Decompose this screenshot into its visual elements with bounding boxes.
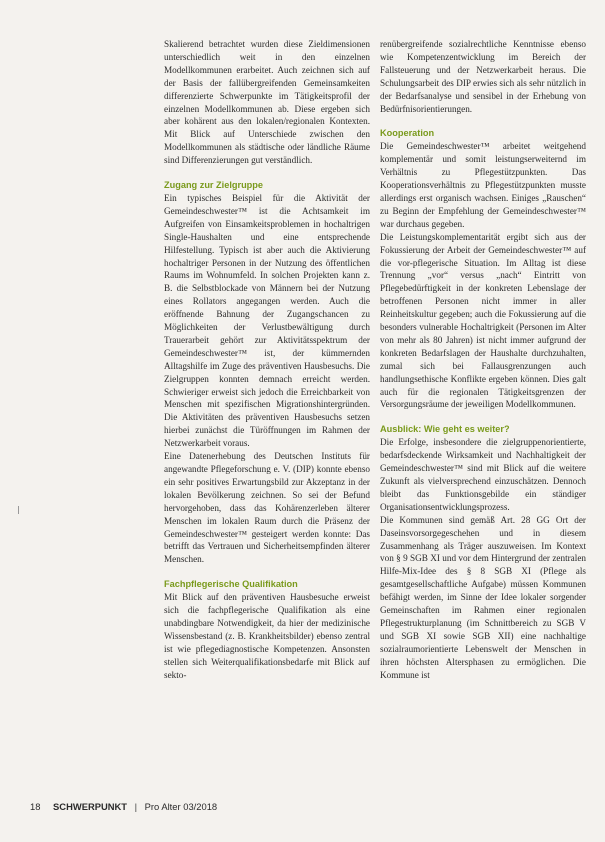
zugang-paragraph-2: Eine Datenerhebung des Deutschen Instituts für angewandte Pflegeforschung e. V. (DIP) konnte ebenso ein sehr positives Erwartungsbild zur Akzeptanz in der lokalen Bevölkerung zeichnen. So sei der Befund hervorgehoben, dass das Kohärenzerleben älterer Menschen im lokalen Raum durch die Präsenz der Gemeindeschwester™ gesteigert werden konnte: Das betrifft das Vertrauen und Sicherheitsempfinden älterer Menschen. <box>164 451 370 565</box>
heading-fachpflege: Fachpflegerische Qualifikation <box>164 579 298 590</box>
publication-name: Pro Alter 03/2018 <box>144 801 218 812</box>
fachpflege-paragraph: Mit Blick auf den präventiven Hausbesuche erweist sich die fachpflegerische Qualifikation als eine unabdingbare Notwendigkeit, da hier der medizinische Wissensbestand (z. B. Krankheitsbilder) ebenso zentral ist wie pflegediagnostische Kompetenzen. Ansonsten stellen sich Weiterqualifikationsbedarfe mit Blick auf sekto- <box>164 592 370 680</box>
section-title: SCHWERPUNKT <box>53 801 128 812</box>
heading-zugang: Zugang zur Zielgruppe <box>164 180 264 191</box>
zugang-paragraph-1: Ein typisches Beispiel für die Aktivität der Gemeindeschwester™ ist die Achtsamkeit im Aufgreifen von Einsamkeitsproblemen in hochaltrigen Single-Haushalten und eine entsprechende Hilfestellung. Typisch ist aber auch die Aktivierung hochaltriger Personen in der Nutzung des öffentlichen Raums im Wohnumfeld. In solchen Projekten kann z. B. die Selbstblockade von Männern bei der Nutzung eines Rollators angegangen werden. Auch die eröffnende Bahnung der Zugangschancen zu Möglichkeiten der Verlustbewältigung durch Trauerarbeit gehört zur Aktivitätsspektrum der Gemeindeschwester™ ist, der kümmernden Alltagshilfe im Zuge des präventiven Hausbesuchs. Die Zielgruppen konnten demnach erreicht werden. Schwieriger erweist sich jedoch die Erreichbarkeit von Menschen mit spezifischen Migrationshintergründen. Die Aktivitäten des präventiven Hausbesuchs setzen hierbei zunächst die Türöffnungen im Rahmen der Netzwerkarbeit voraus. <box>164 192 370 449</box>
scan-edge-mark <box>18 506 19 514</box>
page-footer <box>30 801 217 812</box>
heading-ausblick: Ausblick: Wie geht es weiter? <box>380 424 510 435</box>
kooperation-paragraph-2: Die Leistungskomplementarität ergibt sich aus der Fokussierung der Arbeit der Gemeindeschwester™ auf die vor-pflegerische Situation. Im Alltag ist diese Trennung „vor“ versus „nach“ Eintritt von Pflegebedürftigkeit in der konkreten Lebenslage der betroffenen Personen nicht immer in aller Reinheitskultur gegeben; auch die Fokussierung auf die besonders vulnerable Hochaltrigkeit (Personen im Alter von mehr als 80 Jahren) ist nicht immer aufgrund der konkreten Bedarfslagen der Haushalte durchzuhalten, zumal sich bei Fallausgrenzungen auch handlungsethische Konflikte ergeben können. Dies galt auch für die regionalen Tätigkeitsgrenzen der Versorgungsräume der jeweiligen Modellkommunen. <box>380 231 586 410</box>
footer-separator: | <box>134 801 138 812</box>
left-column <box>164 38 370 682</box>
ausblick-paragraph-2: Die Kommunen sind gemäß Art. 28 GG Ort der Daseinsvorsorgegeschehen und in diesem Zusammenhang als Träger auszuweisen. Im Kontext von § 9 SGB XI und vor dem Hintergrund der zentralen Hilfe-Mix-Idee des § 8 SGB XI (Pflege als gesamtgesellschaftliche Aufgabe) müssen Kommunen befähigt werden, im Sinne der Idee lokaler sorgender Gemeinschaften im Rahmen einer regionalen Pflegestrukturplanung (im Schnittbereich zu SGB V und SGB XI sowie SGB XII) eine nachhaltige sozialraumorientierte Lebenswelt der Menschen in ihren höchsten Altersphasen zu ermöglichen. Die Kommune ist <box>380 514 586 680</box>
page-number: 18 <box>30 801 41 812</box>
kooperation-paragraph-1: Die Gemeindeschwester™ arbeitet weitgehend komplementär und somit leistungserweiternd im Verhältnis zu Pflegestützpunkten. Das Kooperationsverhältnis zu Pflegestützpunkten musste allerdings erst organisch wachsen. Einiges „Rauschen“ zu Beginn der Empfehlung der Gemeindeschwester™ war durchaus gegeben. <box>380 141 586 229</box>
intro-paragraph: Skalierend betrachtet wurden diese Zieldimensionen unterschiedlich weit in den einzelnen Modellkommunen erarbeitet. Auch zeichnen sich auf der Basis der fallübergreifenden Gemeinsamkeiten differenzierte Schwerpunkte im Tätigkeitsprofil der einzelnen Modellkommunen ab. Diese ergeben sich aber kohärent aus den lokalen/regionalen Kontexten. Mit Blick auf Unterschiede zwischen den Modellkommunen als städtische oder ländliche Räume sind Differenzierungen gut verständlich. <box>164 39 370 166</box>
heading-kooperation: Kooperation <box>380 128 435 139</box>
continuation-paragraph: renübergreifende sozialrechtliche Kenntnisse ebenso wie Kompetenzentwicklung im Bereich der Fallsteuerung und der Netzwerkarbeit heraus. Die Schulungsarbeit des DIP erwies sich als sehr nützlich in der Bedarfsanalyse und sensibel in der Erhebung von Bedürfnisorientierungen. <box>380 39 586 114</box>
ausblick-paragraph-1: Die Erfolge, insbesondere die zielgruppenorientierte, bedarfsdeckende Wirksamkeit und Nachhaltigkeit der Gemeindeschwester™ sind mit Blick auf die weitere Zukunft als vielversprechend einzuschätzen. Dennoch bleibt das Funktionsgebilde ein ständiger Organisationsentwicklungsprozess. <box>380 437 586 512</box>
right-column <box>380 38 586 682</box>
